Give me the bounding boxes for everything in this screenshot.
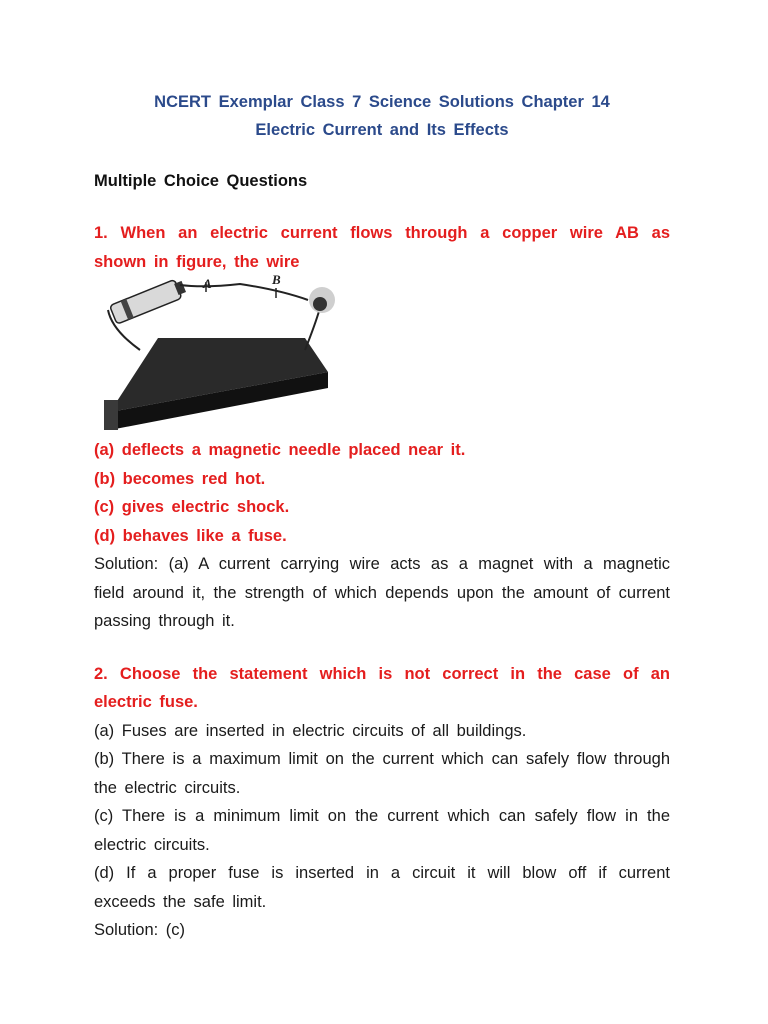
question-2: 2. Choose the statement which is not correct in the case of an electric fuse. — [94, 664, 670, 711]
q1-option-a: (a) deflects a magnetic needle placed near it. — [94, 441, 466, 459]
label-a: A — [203, 276, 212, 291]
q2-option-a: (a) Fuses are inserted in electric circuits of all buildings. — [94, 721, 527, 740]
circuit-figure — [100, 272, 350, 430]
battery-cell — [110, 277, 188, 324]
wire-right — [305, 308, 320, 350]
question-1: 1. When an electric current flows through a copper wire AB as shown in figure, the wire — [94, 224, 670, 271]
q2-option-d: (d) If a proper fuse is inserted in a circuit it will blow off if current exceeds the safe limit. — [94, 864, 670, 911]
q2-solution: Solution: (c) — [94, 921, 186, 939]
copper-wire-ab — [180, 284, 308, 300]
title-line-2: Electric Current and Its Effects — [255, 121, 509, 139]
q2-option-b: (b) There is a maximum limit on the current which can safely flow through the electric circuits. — [94, 750, 670, 797]
board-shadow — [104, 400, 118, 430]
q2-option-c: (c) There is a minimum limit on the current which can safely flow in the electric circuits. — [94, 807, 670, 854]
document-page — [94, 88, 670, 945]
label-b: B — [272, 272, 281, 287]
bulb — [313, 297, 327, 311]
q1-option-d: (d) behaves like a fuse. — [94, 526, 287, 545]
q1-option-b: (b) becomes red hot. — [94, 469, 266, 488]
section-heading: Multiple Choice Questions — [94, 172, 308, 190]
title-line-1: NCERT Exemplar Class 7 Science Solutions Chapter 14 — [154, 93, 610, 111]
q1-solution: Solution: (a) A current carrying wire acts as a magnet with a magnetic field around it, the strength of which depends upon the amount of current passing through it. — [94, 555, 670, 630]
q1-option-c: (c) gives electric shock. — [94, 498, 290, 516]
